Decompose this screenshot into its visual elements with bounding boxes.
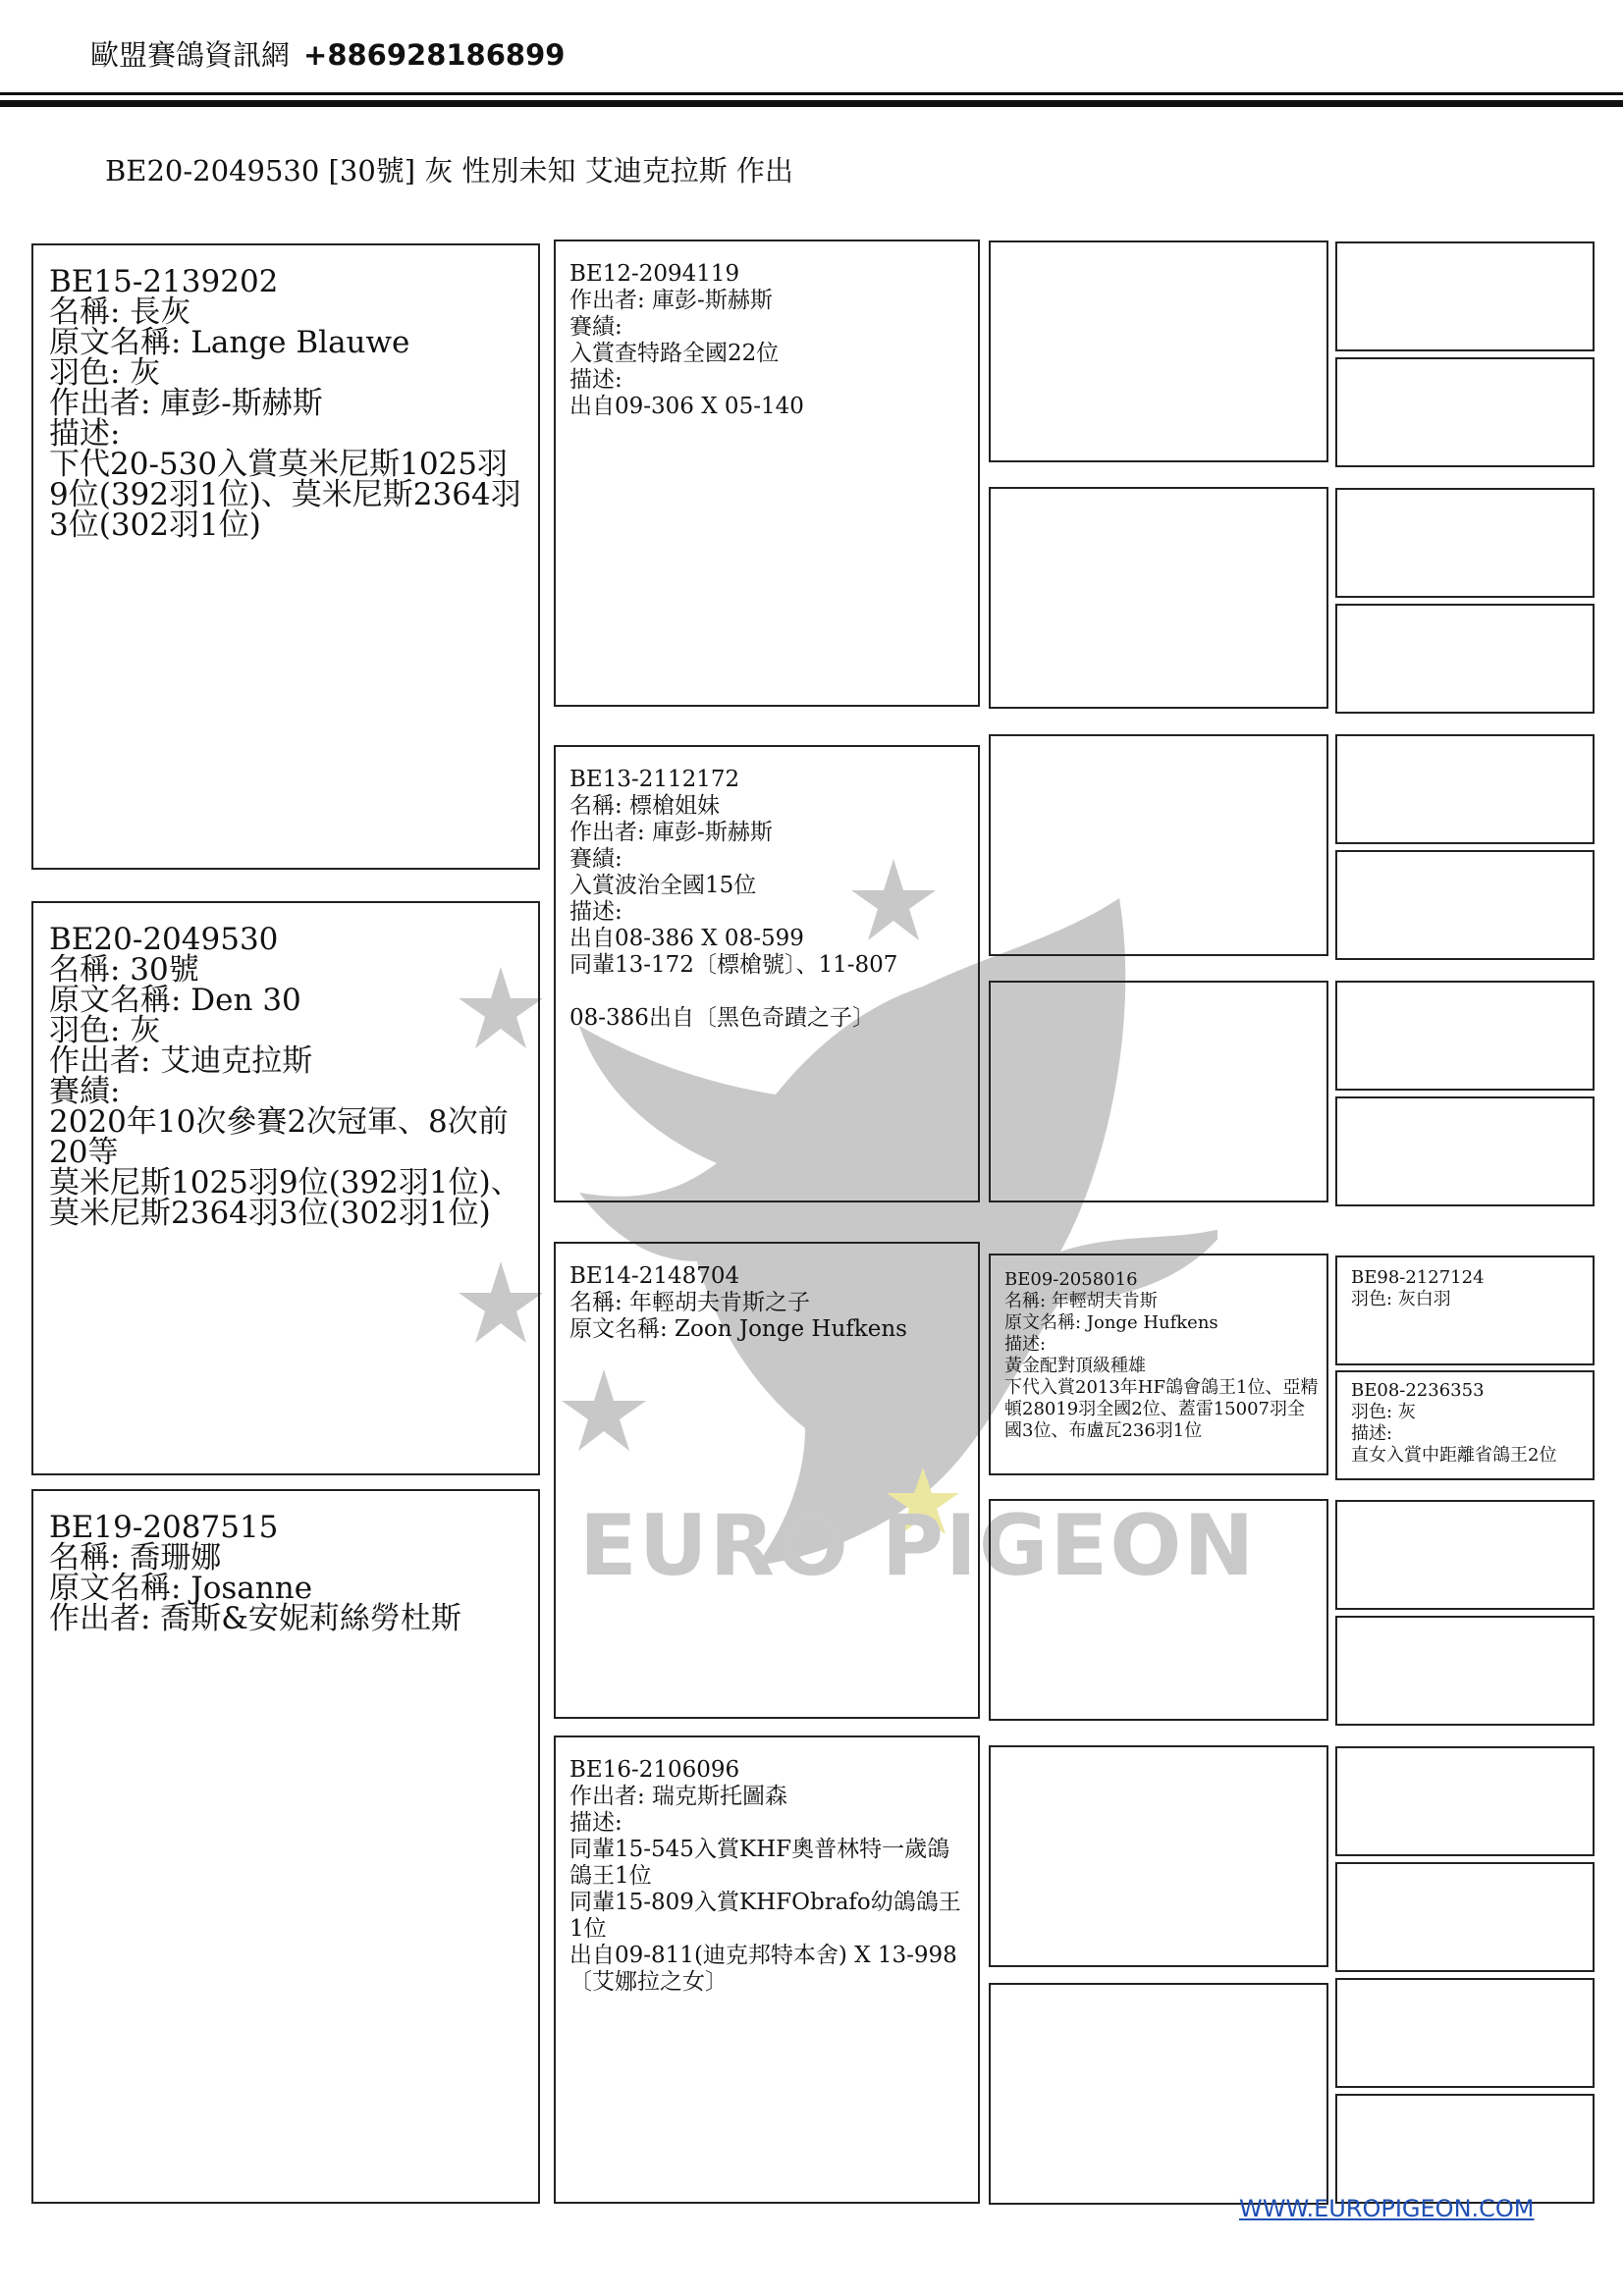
pedigree-box-gen5-11 — [1335, 1500, 1595, 1610]
pedigree-box-gen5-5 — [1335, 734, 1595, 844]
pedigree-box-gen4-7 — [989, 1745, 1328, 1967]
original-name: 原文名稱: Jonge Hufkens — [1004, 1312, 1218, 1333]
pedigree-box-gen4-8 — [989, 1983, 1328, 2205]
results-label: 賽績: — [569, 846, 622, 872]
spacer — [569, 979, 966, 1005]
pedigree-box-gen5-4 — [1335, 604, 1595, 714]
results-line: 莫米尼斯1025羽9位(392羽1位)、莫米尼斯2364羽3位(302羽1位) — [49, 1165, 521, 1231]
website-link[interactable]: WWW.EUROPIGEON.COM — [1239, 2195, 1535, 2222]
header-rule-thin — [0, 92, 1623, 95]
pedigree-box-dam-dam — [554, 1735, 980, 2204]
pedigree-box-gen5-12 — [1335, 1616, 1595, 1726]
pedigree-box-gen5-6 — [1335, 850, 1595, 960]
pedigree-box-dam — [31, 1489, 540, 2204]
breeder: 作出者: 瑞克斯托圖森 — [569, 1784, 788, 1809]
pedigree-box-dam-sire-sire-sire — [1335, 1255, 1595, 1365]
ring-number: BE16-2106096 — [569, 1757, 740, 1783]
pigeon-name: 名稱: 30號 — [49, 952, 199, 988]
description-line: 出自09-811(迪克邦特本舍) X 13-998〔艾娜拉之女〕 — [569, 1943, 957, 1995]
pedigree-box-gen5-1 — [1335, 241, 1595, 351]
original-name: 原文名稱: Den 30 — [49, 983, 301, 1018]
description-label: 描述: — [1004, 1334, 1047, 1355]
pedigree-box-gen4-1 — [989, 240, 1328, 462]
pedigree-box-sire-dam — [554, 745, 980, 1202]
ring-number: BE19-2087515 — [49, 1510, 279, 1545]
ring-number: BE14-2148704 — [569, 1263, 740, 1289]
pigeon-name: 名稱: 長灰 — [49, 294, 191, 330]
page-title: BE20-2049530 [30號] 灰 性別未知 艾迪克拉斯 作出 — [105, 154, 793, 187]
original-name: 原文名稱: Zoon Jonge Hufkens — [569, 1316, 907, 1342]
results-label: 賽績: — [49, 1074, 121, 1109]
pedigree-box-gen4-6 — [989, 1499, 1328, 1721]
pedigree-box-dam-sire-sire-dam — [1335, 1370, 1595, 1480]
pedigree-box-dam-sire-sire — [989, 1254, 1328, 1475]
original-name: 原文名稱: Josanne — [49, 1571, 313, 1606]
pigeon-color: 羽色: 灰 — [1351, 1402, 1416, 1422]
pedigree-box-gen5-13 — [1335, 1746, 1595, 1856]
description-line: 同輩13-172〔標槍號〕、11-807 — [569, 952, 898, 978]
pigeon-name: 名稱: 喬珊娜 — [49, 1540, 222, 1575]
description-line: 黃金配對頂級種雄 — [1004, 1356, 1146, 1376]
description-label: 描述: — [1351, 1423, 1393, 1444]
results: 入賞查特路全國22位 — [569, 341, 780, 366]
description-label: 描述: — [569, 367, 622, 393]
pigeon-name: 名稱: 標槍姐妹 — [569, 793, 721, 819]
pigeon-color: 羽色: 灰 — [49, 1013, 161, 1048]
original-name: 原文名稱: Lange Blauwe — [49, 325, 410, 360]
breeder: 作出者: 庫彭-斯赫斯 — [49, 386, 323, 421]
pedigree-box-gen4-2 — [989, 487, 1328, 709]
description-label: 描述: — [569, 1810, 622, 1836]
ring-number: BE08-2236353 — [1351, 1380, 1485, 1401]
pedigree-box-gen5-14 — [1335, 1862, 1595, 1972]
ring-number: BE98-2127124 — [1351, 1267, 1485, 1288]
description: 下代20-530入賞莫米尼斯1025羽9位(392羽1位)、莫米尼斯2364羽3位(302羽1位) — [49, 447, 521, 543]
description-line: 下代入賞2013年HF鴿會鴿王1位、亞精頓28019羽全國2位、蓋雷15007羽全國3位、布盧瓦236羽1位 — [1004, 1377, 1319, 1441]
pedigree-box-sire — [31, 243, 540, 870]
description-line: 08-386出自〔黑色奇蹟之子〕 — [569, 1005, 875, 1031]
phone-number: +886928186899 — [303, 38, 566, 72]
description-label: 描述: — [569, 899, 622, 925]
description: 出自09-306 X 05-140 — [569, 394, 804, 419]
description-line: 出自08-386 X 08-599 — [569, 926, 804, 951]
pedigree-box-subject — [31, 901, 540, 1475]
pedigree-box-gen4-4 — [989, 981, 1328, 1202]
description: 直女入賞中距離省鴿王2位 — [1351, 1445, 1557, 1466]
pedigree-box-gen4-3 — [989, 734, 1328, 956]
breeder: 作出者: 庫彭-斯赫斯 — [569, 288, 773, 313]
site-header — [90, 33, 565, 74]
pedigree-box-gen5-8 — [1335, 1096, 1595, 1206]
breeder: 作出者: 喬斯&安妮莉絲勞杜斯 — [49, 1601, 461, 1636]
breeder: 作出者: 艾迪克拉斯 — [49, 1043, 313, 1079]
results-line: 2020年10次參賽2次冠軍、8次前20等 — [49, 1104, 509, 1170]
pigeon-name: 名稱: 年輕胡夫肯斯之子 — [569, 1290, 811, 1315]
watermark-text: EURO PIGEON — [579, 1497, 1257, 1595]
pedigree-box-gen5-15 — [1335, 1978, 1595, 2088]
ring-number: BE13-2112172 — [569, 767, 740, 792]
pedigree-box-gen5-3 — [1335, 488, 1595, 598]
pedigree-box-sire-sire — [554, 240, 980, 707]
pigeon-color: 羽色: 灰 — [49, 355, 161, 391]
pedigree-box-gen5-16 — [1335, 2094, 1595, 2204]
results: 入賞波治全國15位 — [569, 873, 757, 898]
pigeon-color: 羽色: 灰白羽 — [1351, 1289, 1451, 1309]
ring-number: BE20-2049530 — [49, 922, 279, 957]
results-label: 賽績: — [569, 314, 622, 340]
ring-number: BE12-2094119 — [569, 261, 740, 287]
pedigree-box-gen5-7 — [1335, 981, 1595, 1091]
header-rule-thick — [0, 100, 1623, 107]
pigeon-name: 名稱: 年輕胡夫肯斯 — [1004, 1291, 1158, 1311]
ring-number: BE15-2139202 — [49, 264, 279, 299]
ring-number: BE09-2058016 — [1004, 1269, 1138, 1290]
pedigree-box-gen5-2 — [1335, 357, 1595, 467]
description-line: 同輩15-809入賞KHFObrafo幼鴿鴿王1位 — [569, 1890, 961, 1942]
site-name: 歐盟賽鴿資訊網 — [90, 38, 291, 72]
description-label: 描述: — [49, 416, 121, 452]
breeder: 作出者: 庫彭-斯赫斯 — [569, 820, 773, 845]
description-line: 同輩15-545入賞KHF奧普林特一歲鴿鴿王1位 — [569, 1837, 950, 1889]
pedigree-box-dam-sire — [554, 1242, 980, 1719]
